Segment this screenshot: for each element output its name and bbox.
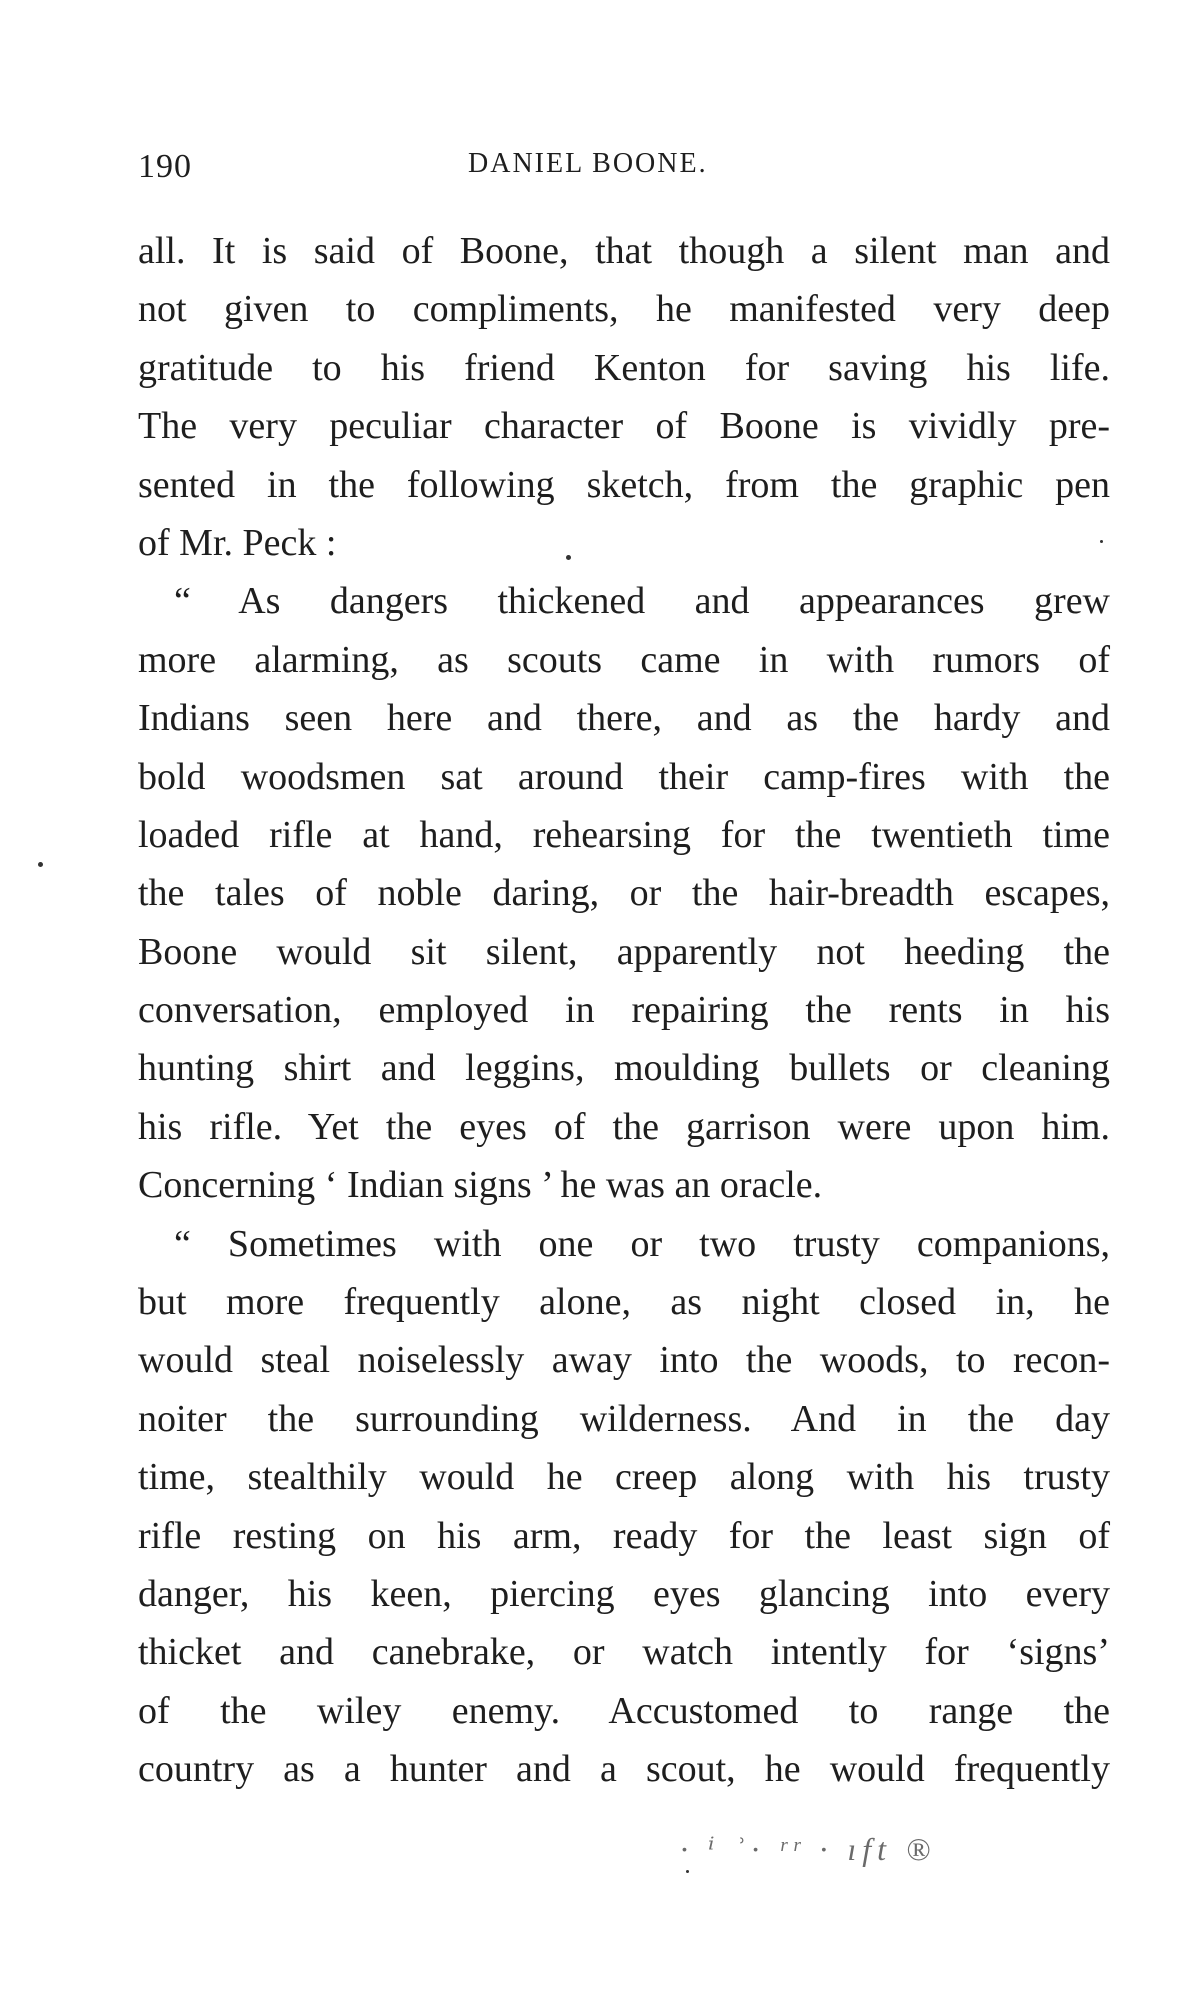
text-line: not given to compliments, he manifested very deep: [138, 288, 1110, 331]
text-line: bold woodsmen sat around their camp-fires with the: [138, 755, 1110, 798]
print-speck: [686, 1870, 689, 1873]
text-line: loaded rifle at hand, rehearsing for the twentieth time: [138, 813, 1110, 856]
text-line: all. It is said of Boone, that though a silent man and: [138, 230, 1110, 272]
text-line: The very peculiar character of Boone is vividly pre-: [138, 405, 1110, 448]
text-line: country as a hunter and a scout, he would frequently: [138, 1748, 1110, 1791]
text-line: Indians seen here and there, and as the hardy and: [138, 697, 1110, 740]
print-speck: [566, 555, 571, 560]
running-title: DANIEL BOONE.: [468, 148, 708, 179]
print-speck: [1100, 540, 1103, 543]
text-line: thicket and canebrake, or watch intently for ‘signs’: [138, 1631, 1110, 1674]
digitized-watermark: · ⁱ ʾ· ʳʳ · ıft ®: [680, 1831, 937, 1867]
text-line: time, stealthily would he creep along with his trusty: [138, 1456, 1110, 1499]
text-line: danger, his keen, piercing eyes glancing into every: [138, 1572, 1110, 1615]
text-line: gratitude to his friend Kenton for saving his life.: [138, 346, 1110, 389]
text-line: more alarming, as scouts came in with rumors of: [138, 638, 1110, 681]
text-line: “ Sometimes with one or two trusty companions,: [174, 1222, 1110, 1265]
page-number: 190: [138, 148, 192, 185]
print-speck: [38, 862, 43, 867]
running-head: [138, 148, 1110, 188]
text-line: conversation, employed in repairing the rents in his: [138, 989, 1110, 1032]
text-line: but more frequently alone, as night closed in, he: [138, 1281, 1110, 1324]
text-line: would steal noiselessly away into the woods, to recon-: [138, 1339, 1110, 1382]
text-line: sented in the following sketch, from the graphic pen: [138, 463, 1110, 506]
body-text: [138, 222, 1110, 1799]
text-line: his rifle. Yet the eyes of the garrison were upon him.: [138, 1105, 1110, 1148]
text-line: Concerning ‘ Indian signs ’ he was an oracle.: [138, 1164, 823, 1207]
text-line: of Mr. Peck :: [138, 521, 337, 564]
text-line: the tales of noble daring, or the hair-breadth escapes,: [138, 872, 1110, 915]
text-line: noiter the surrounding wilderness. And in the day: [138, 1397, 1110, 1440]
text-line: hunting shirt and leggins, moulding bullets or cleaning: [138, 1047, 1110, 1090]
text-line: rifle resting on his arm, ready for the least sign of: [138, 1514, 1110, 1557]
text-line: Boone would sit silent, apparently not heeding the: [138, 930, 1110, 973]
text-line: “ As dangers thickened and appearances grew: [174, 580, 1110, 623]
text-line: of the wiley enemy. Accustomed to range the: [138, 1689, 1110, 1732]
